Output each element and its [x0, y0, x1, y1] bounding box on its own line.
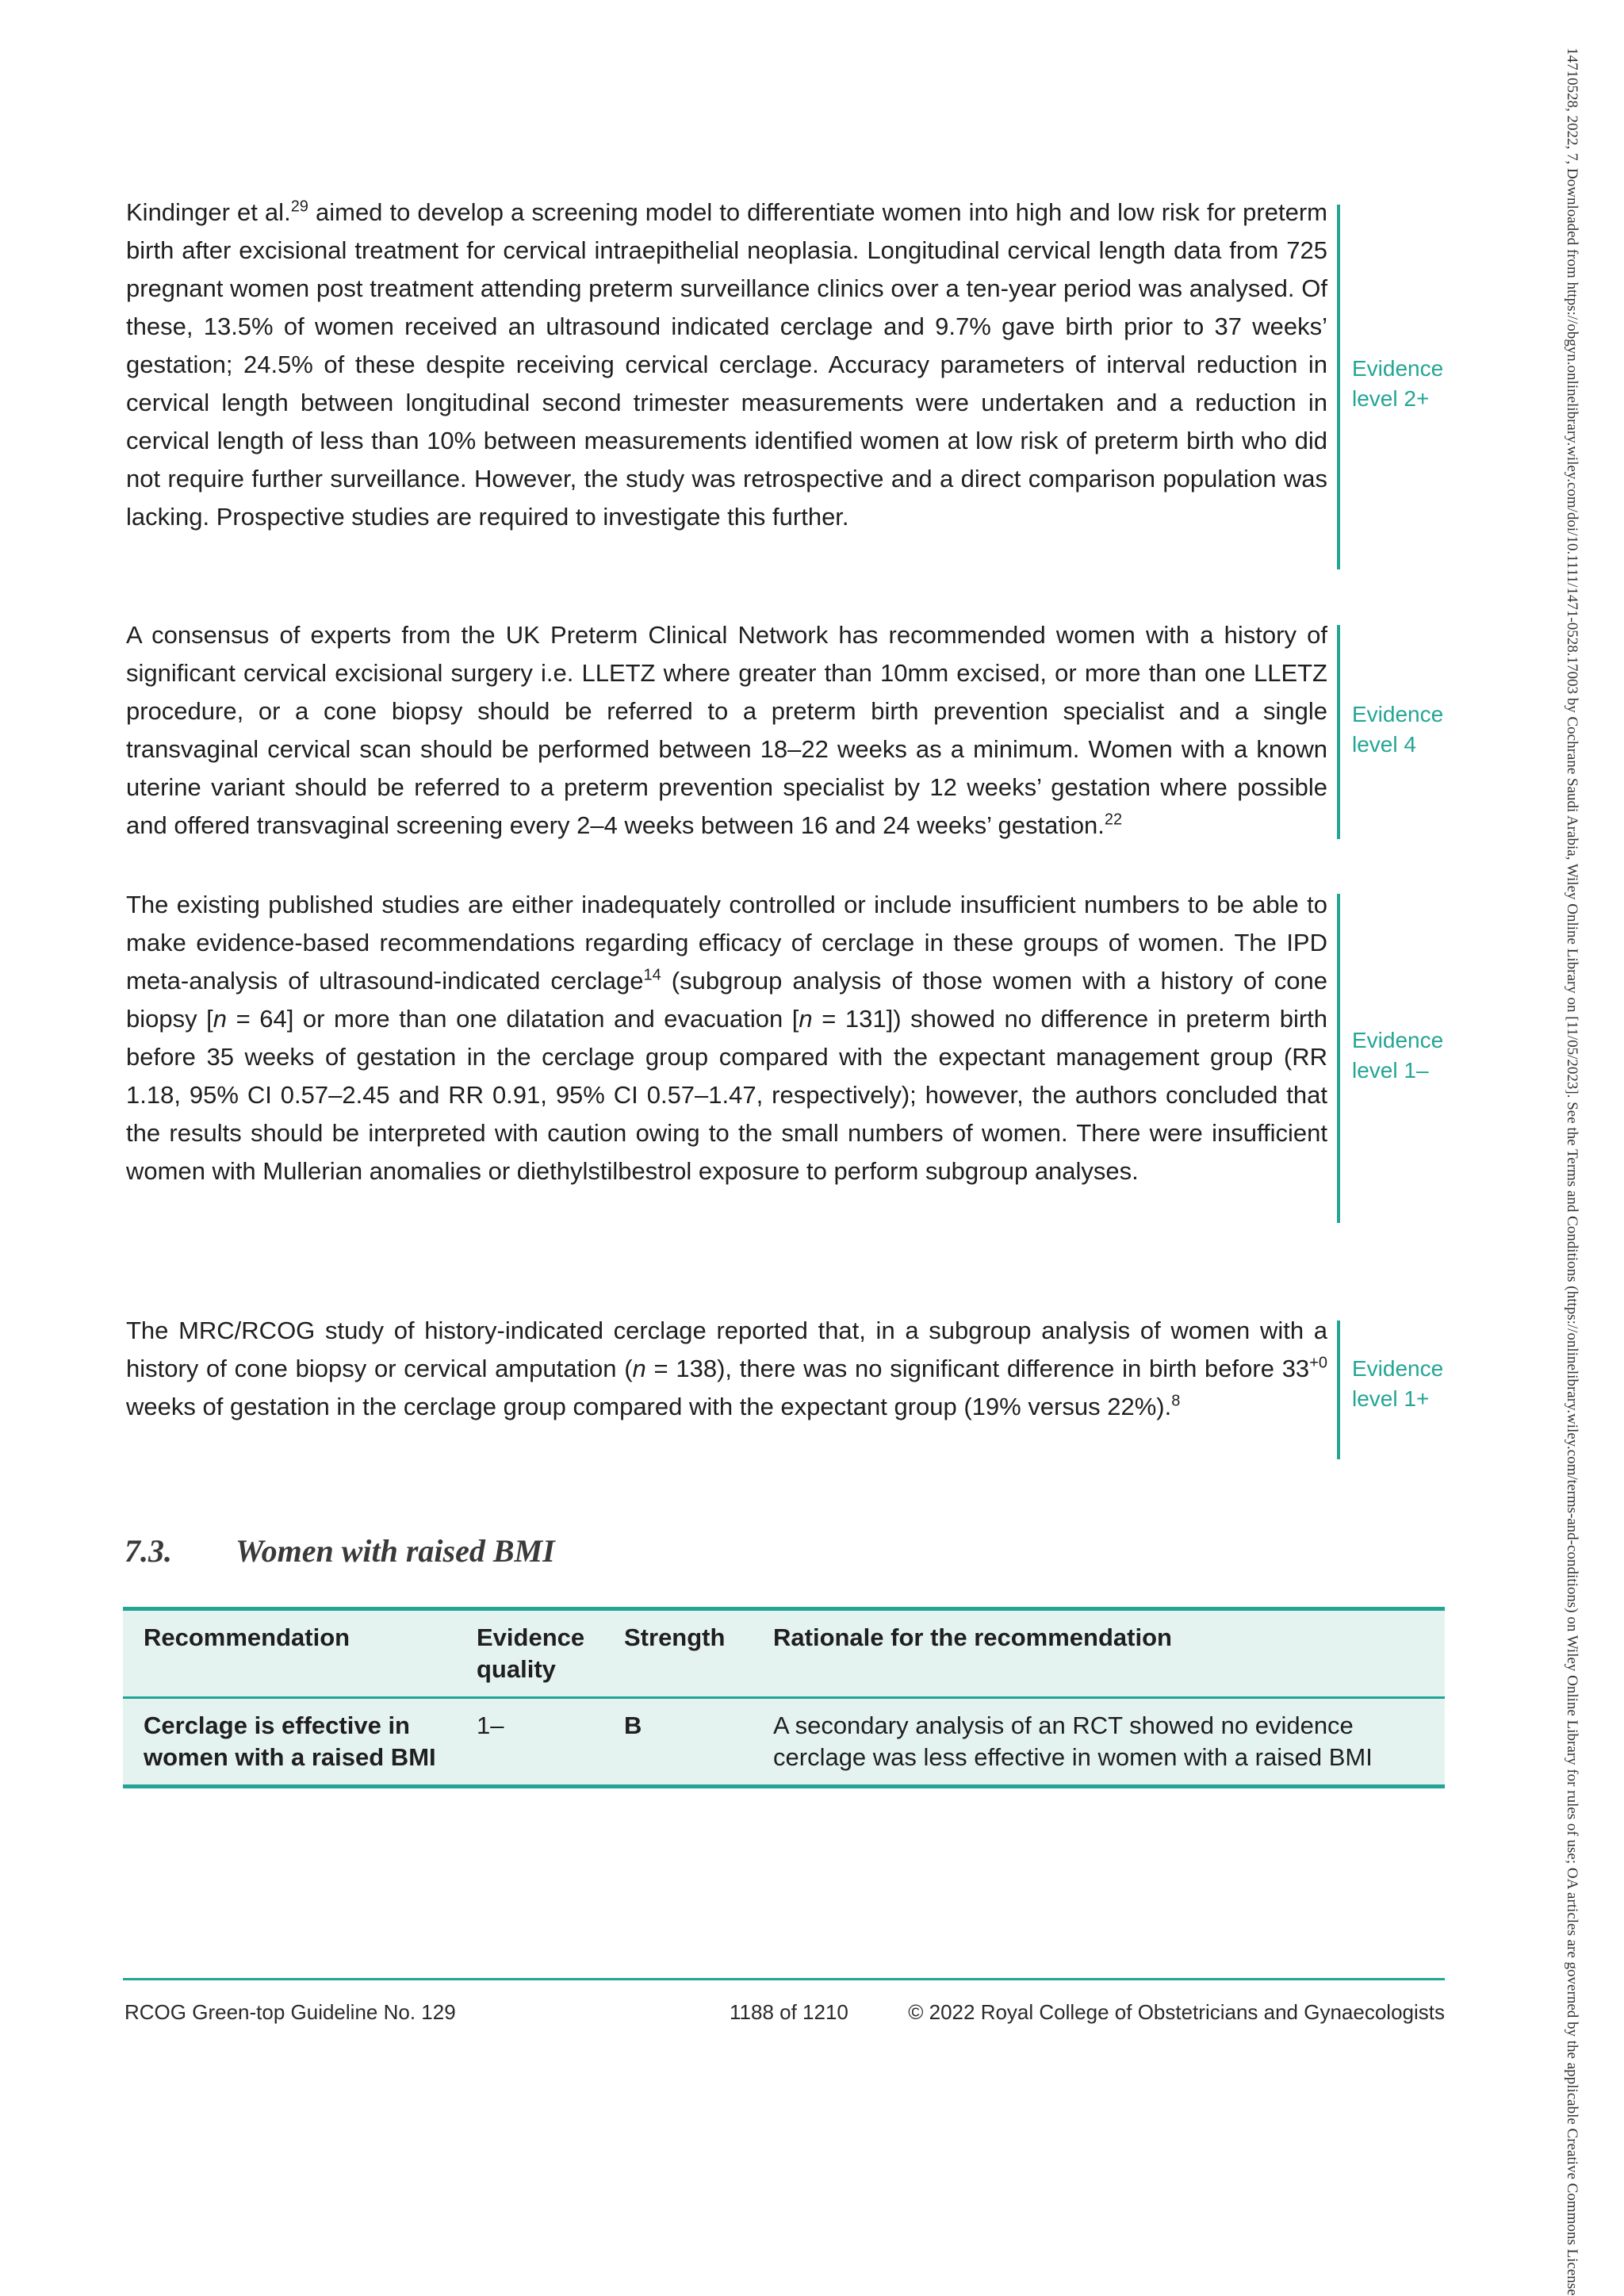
text-segment: aimed to develop a screening model to differentiate women into high and low risk for preterm birth after excisional treatment for cervical intraepithelial neoplasia. Longitudinal cervical length data from 725 pregnant women post treatment attending preterm surveillance clinics over a ten-year period was analysed. Of these, 13.5% of women received an ultrasound indicated cerclage and 9.7% gave birth prior to 37 weeks’ gestation; 24.5% of these despite receiving cervical cerclage. Accuracy parameters of interval reduction in cervical length between longitudinal second trimester measurements were undertaken and a reduction in cervical length of less than 10% between measurements identified women at low risk of preterm birth who did not require further surveillance. However, the study was retrospective and a direct comparison population was lacking. Prospective studies are required to investigate this further. — [126, 198, 1327, 531]
evidence-bar — [1337, 894, 1340, 1223]
footer-guideline: RCOG Green-top Guideline No. 129 — [124, 2000, 456, 2024]
header-evidence-quality: Evidence quality — [477, 1623, 585, 1683]
footer-copyright: © 2022 Royal College of Obstetricians and Gynaecologists — [908, 2000, 1445, 2024]
section-heading — [124, 1532, 555, 1570]
text-segment: (subgroup analysis of those women with a history of cone biopsy [ — [126, 967, 1327, 1033]
header-rationale: Rationale for the recommendation — [773, 1623, 1172, 1651]
italic-n: n — [799, 1005, 813, 1033]
paragraph-mrc-rcog — [126, 1312, 1327, 1426]
evidence-bar — [1337, 205, 1340, 569]
evidence-bar — [1337, 1320, 1340, 1459]
table-header-row — [123, 1609, 1445, 1698]
evidence-bar — [1337, 625, 1340, 839]
text-segment: Kindinger et al. — [126, 198, 291, 226]
cell-rationale: A secondary analysis of an RCT showed no evidence cerclage was less effective in women with a raised BMI — [773, 1711, 1373, 1771]
section-title: Women with raised BMI — [236, 1533, 555, 1569]
cell-strength: B — [624, 1711, 642, 1739]
section-number: 7.3. — [124, 1533, 172, 1569]
paragraph-ipd-meta-analysis — [126, 886, 1327, 1190]
cell-recommendation: Cerclage is effective in women with a raised BMI — [144, 1711, 436, 1771]
text-segment: The MRC/RCOG study of history-indicated cerclage reported that, in a subgroup analysis of women with a history of cone biopsy or cervical amputation ( — [126, 1317, 1327, 1382]
citation-superscript: 29 — [290, 197, 308, 216]
cell-evidence-quality: 1– — [477, 1711, 504, 1739]
text-segment: weeks of gestation in the cerclage group compared with the expectant group (19% versus 22%). — [126, 1393, 1172, 1420]
italic-n: n — [632, 1355, 646, 1382]
text-segment: A consensus of experts from the UK Preterm Clinical Network has recommended women with a history of significant cervical excisional surgery i.e. LLETZ where greater than 10mm excised, or more than one LLETZ procedure, or a cone biopsy should be referred to a preterm birth prevention specialist and a single transvaginal cervical scan should be performed between 18–22 weeks as a minimum. Women with a known uterine variant should be referred to a preterm prevention specialist by 12 weeks’ gestation where possible and offered transvaginal screening every 2–4 weeks between 16 and 24 weeks’ gestation. — [126, 621, 1327, 839]
text-segment: = 64] or more than one dilatation and evacuation [ — [227, 1005, 799, 1033]
header-recommendation: Recommendation — [144, 1623, 350, 1651]
evidence-level-label: Evidence level 2+ — [1352, 356, 1444, 411]
paragraph-consensus — [126, 616, 1327, 845]
evidence-level-label: Evidence level 1– — [1352, 1028, 1444, 1083]
paragraph-kindinger — [126, 194, 1327, 536]
citation-superscript: 22 — [1104, 811, 1123, 829]
italic-n: n — [213, 1005, 228, 1033]
table-row — [123, 1698, 1445, 1787]
text-segment: = 138), there was no significant difference in birth before 33 — [645, 1355, 1310, 1382]
footer-page-number: 1188 of 1210 — [730, 2000, 848, 2024]
citation-superscript: 8 — [1171, 1392, 1181, 1410]
text-segment: = 131]) showed no difference in preterm birth before 35 weeks of gestation in the cerclage group compared with the expectant management group (RR 1.18, 95% CI 0.57–2.45 and RR 0.91, 95% CI 0.57–1.47, respectively); however, the authors concluded that the results should be interpreted with caution owing to the small numbers of women. There were insufficient women with Mullerian anomalies or diethylstilbestrol exposure to perform subgroup analyses. — [126, 1005, 1328, 1185]
download-notice: 14710528, 2022, 7, Downloaded from https://obgyn.onlinelibrary.wiley.com/doi/10.1111/1471-0528.17003 by Cochrane Saudi Arabia, Wiley Online Library on [11/05/2023]. See the Terms and Conditions (https://onlinelibrary.wiley.com/terms-and-conditions) on Wiley Online Library for rules of use; OA articles are governed by the applicable Creative Commons License — [1564, 48, 1580, 2296]
evidence-level-label: Evidence level 4 — [1352, 702, 1444, 757]
footer-divider — [123, 1978, 1445, 1980]
header-strength: Strength — [624, 1623, 726, 1651]
gestation-superscript: +0 — [1309, 1354, 1327, 1372]
recommendation-table — [123, 1607, 1445, 1788]
citation-superscript: 14 — [643, 966, 661, 984]
text-segment: The existing published studies are either inadequately controlled or include insufficient numbers to be able to make evidence-based recommendations regarding efficacy of cerclage in these groups of women. The IPD meta-analysis of ultrasound-indicated cerclage — [126, 891, 1327, 995]
evidence-level-label: Evidence level 1+ — [1352, 1356, 1444, 1411]
